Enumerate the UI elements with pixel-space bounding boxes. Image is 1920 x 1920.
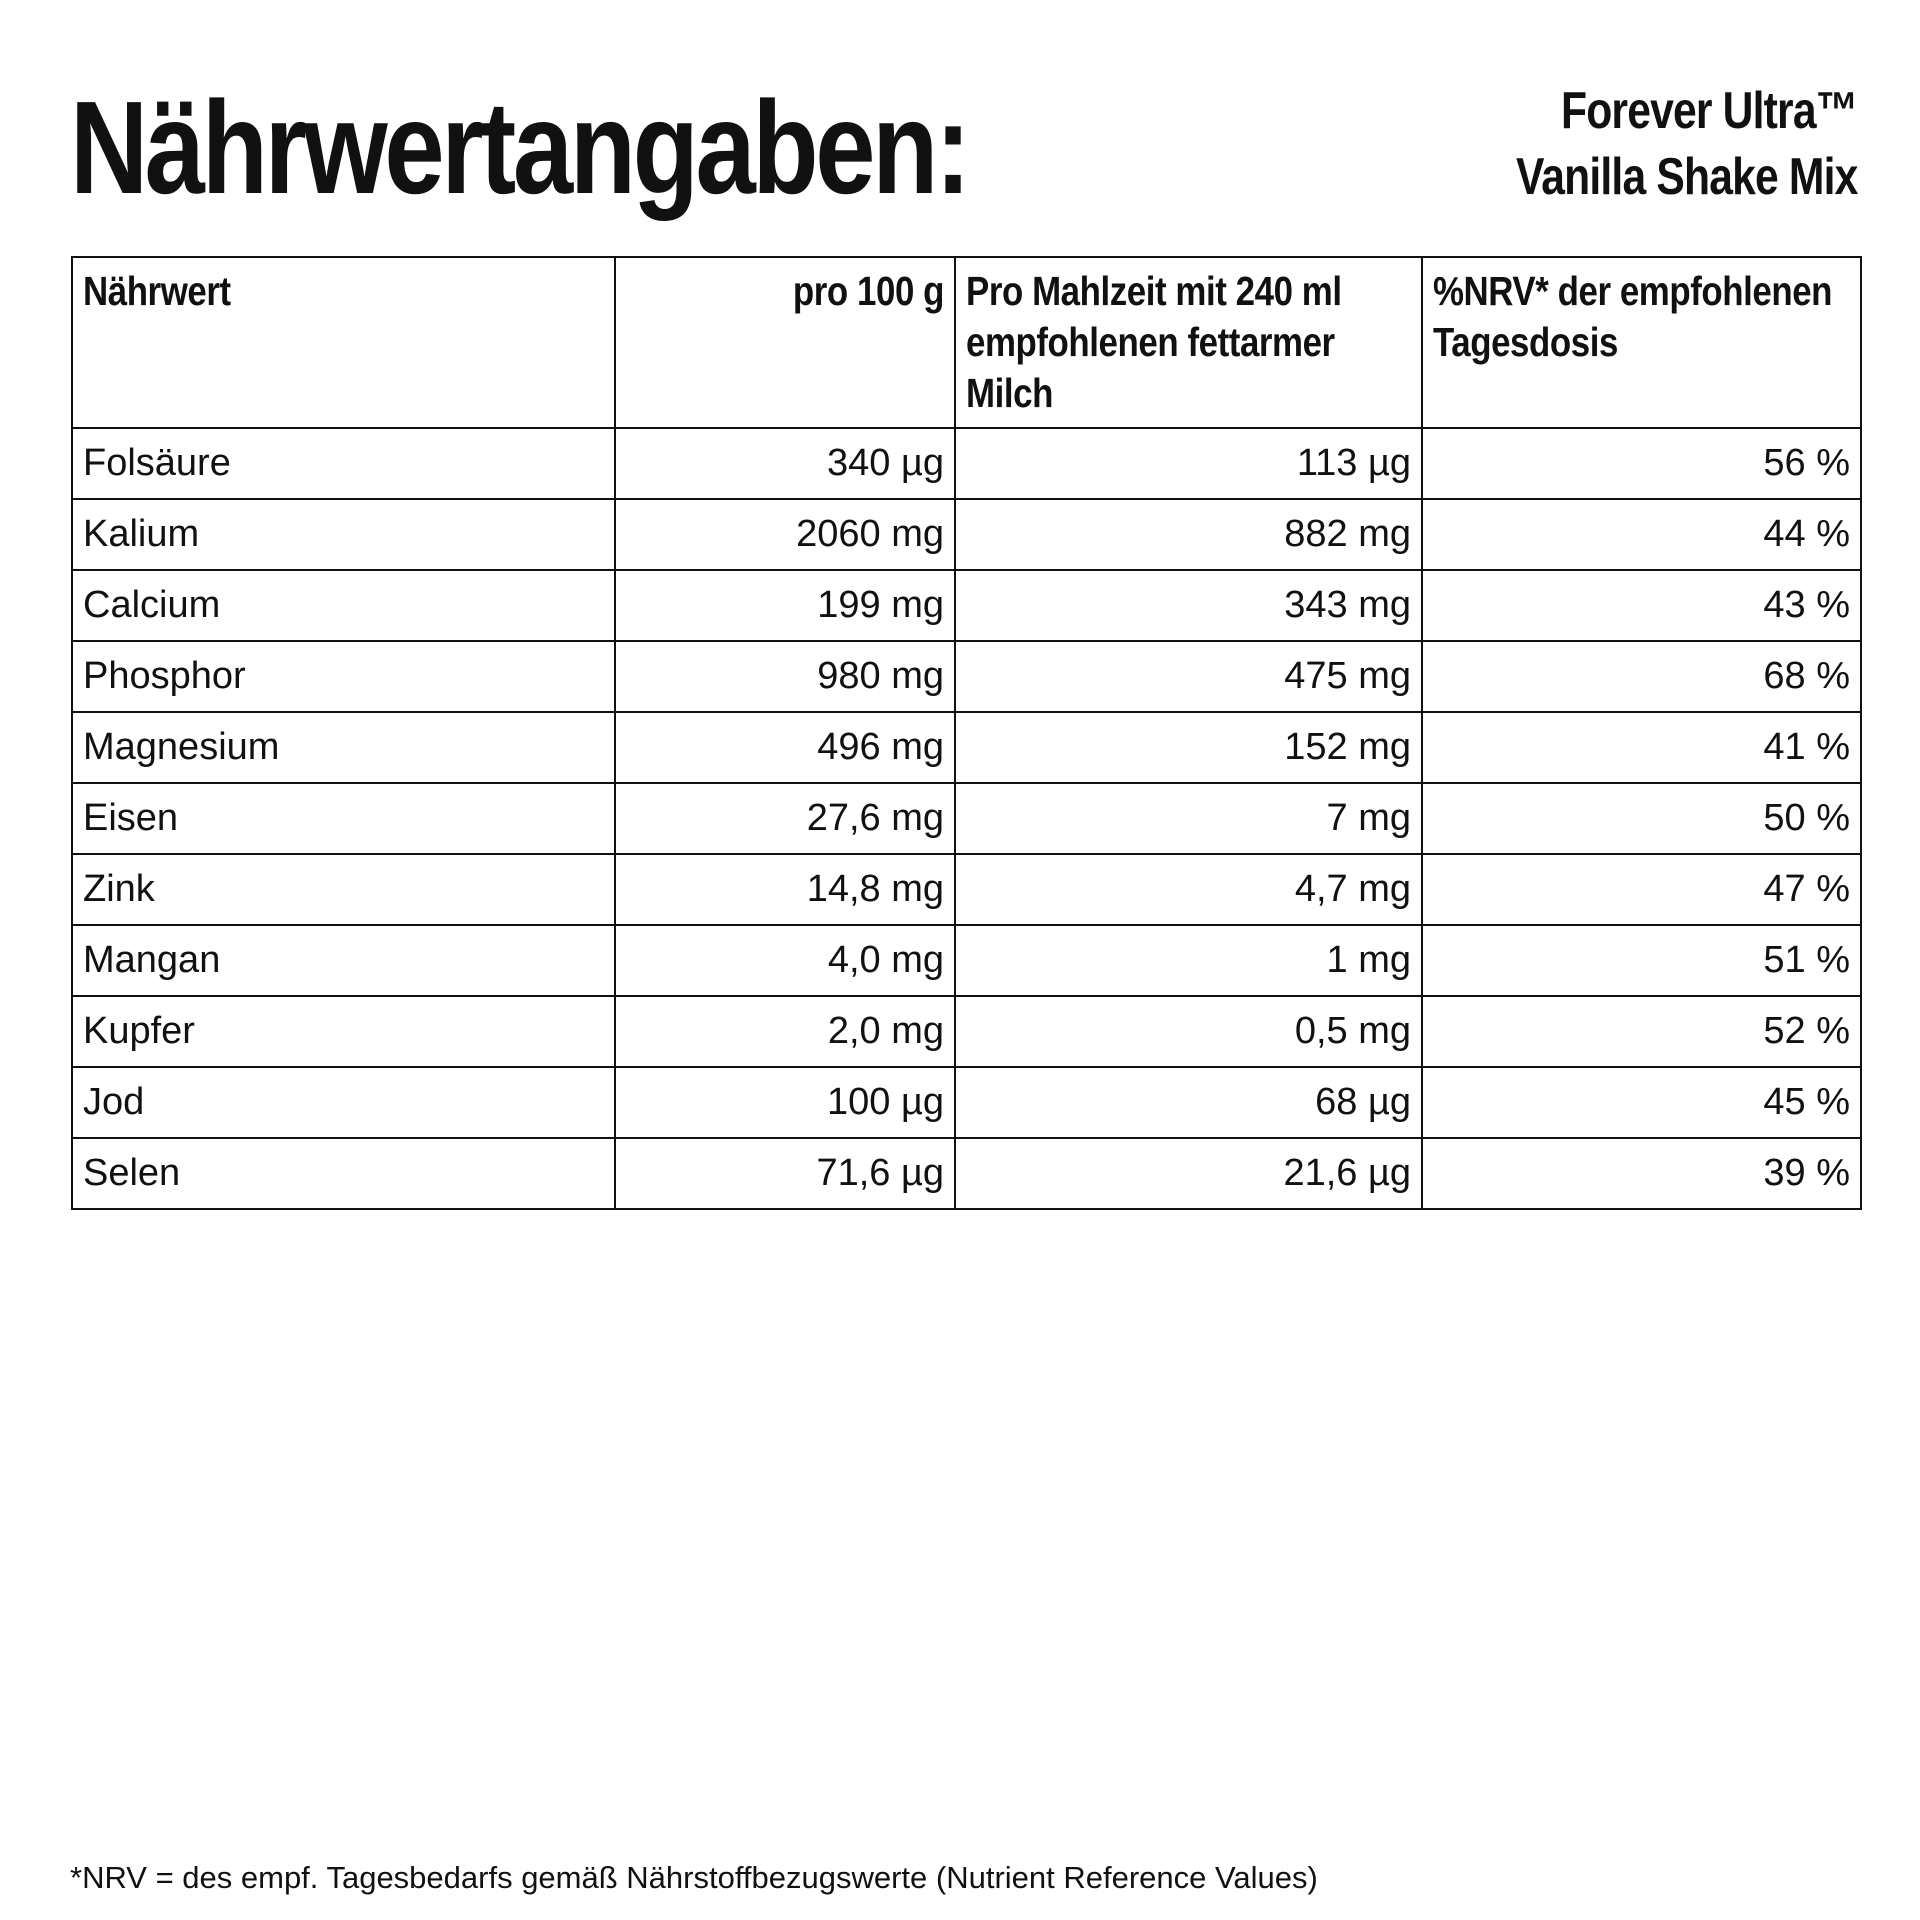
value-per-100g: 2,0 mg	[615, 996, 955, 1067]
column-header-per-meal: Pro Mahlzeit mit 240 ml empfohlenen fettarmer Milch	[955, 257, 1422, 428]
nutrient-name: Jod	[72, 1067, 615, 1138]
column-header-nrv: %NRV* der empfohlenen Tagesdosis	[1422, 257, 1861, 428]
product-name	[1441, 78, 1858, 210]
value-per-meal: 4,7 mg	[955, 854, 1422, 925]
value-per-meal: 68 µg	[955, 1067, 1422, 1138]
value-nrv: 52 %	[1422, 996, 1861, 1067]
value-nrv: 43 %	[1422, 570, 1861, 641]
table-row	[72, 1067, 1861, 1138]
table-row	[72, 925, 1861, 996]
table-row	[72, 641, 1861, 712]
product-name-line1: Forever Ultra™	[1561, 82, 1858, 140]
nutrient-name: Kupfer	[72, 996, 615, 1067]
value-per-100g: 340 µg	[615, 428, 955, 499]
value-per-100g: 4,0 mg	[615, 925, 955, 996]
nutrient-name: Mangan	[72, 925, 615, 996]
value-per-meal: 475 mg	[955, 641, 1422, 712]
value-nrv: 45 %	[1422, 1067, 1861, 1138]
table-header-row	[72, 257, 1861, 428]
footnote: *NRV = des empf. Tagesbedarfs gemäß Nährstoffbezugswerte (Nutrient Reference Values)	[70, 1860, 1318, 1895]
table-row	[72, 428, 1861, 499]
value-nrv: 56 %	[1422, 428, 1861, 499]
nutrient-name: Phosphor	[72, 641, 615, 712]
nutrient-name: Kalium	[72, 499, 615, 570]
value-per-meal: 7 mg	[955, 783, 1422, 854]
product-name-line2: Vanilla Shake Mix	[1516, 148, 1858, 206]
table-row	[72, 854, 1861, 925]
value-nrv: 41 %	[1422, 712, 1861, 783]
table-row	[72, 712, 1861, 783]
nutrient-name: Magnesium	[72, 712, 615, 783]
table-row	[72, 499, 1861, 570]
value-nrv: 51 %	[1422, 925, 1861, 996]
column-header-per-100g: pro 100 g	[615, 257, 955, 428]
value-per-100g: 71,6 µg	[615, 1138, 955, 1209]
nutrition-table	[71, 256, 1862, 1210]
value-nrv: 68 %	[1422, 641, 1861, 712]
value-per-100g: 199 mg	[615, 570, 955, 641]
nutrient-name: Calcium	[72, 570, 615, 641]
table-row	[72, 996, 1861, 1067]
value-per-meal: 0,5 mg	[955, 996, 1422, 1067]
table-row	[72, 1138, 1861, 1209]
nutrient-name: Selen	[72, 1138, 615, 1209]
nutrient-name: Folsäure	[72, 428, 615, 499]
column-header-nutrient: Nährwert	[72, 257, 615, 428]
value-per-100g: 2060 mg	[615, 499, 955, 570]
value-nrv: 47 %	[1422, 854, 1861, 925]
value-per-meal: 152 mg	[955, 712, 1422, 783]
value-per-meal: 343 mg	[955, 570, 1422, 641]
value-nrv: 39 %	[1422, 1138, 1861, 1209]
value-per-meal: 21,6 µg	[955, 1138, 1422, 1209]
value-per-100g: 980 mg	[615, 641, 955, 712]
value-per-meal: 882 mg	[955, 499, 1422, 570]
value-per-100g: 14,8 mg	[615, 854, 955, 925]
nutrient-name: Zink	[72, 854, 615, 925]
table-row	[72, 783, 1861, 854]
value-per-meal: 1 mg	[955, 925, 1422, 996]
value-nrv: 50 %	[1422, 783, 1861, 854]
value-per-100g: 27,6 mg	[615, 783, 955, 854]
value-per-100g: 100 µg	[615, 1067, 955, 1138]
page-title: Nährwertangaben:	[70, 74, 968, 221]
nutrient-name: Eisen	[72, 783, 615, 854]
value-nrv: 44 %	[1422, 499, 1861, 570]
value-per-100g: 496 mg	[615, 712, 955, 783]
table-row	[72, 570, 1861, 641]
value-per-meal: 113 µg	[955, 428, 1422, 499]
